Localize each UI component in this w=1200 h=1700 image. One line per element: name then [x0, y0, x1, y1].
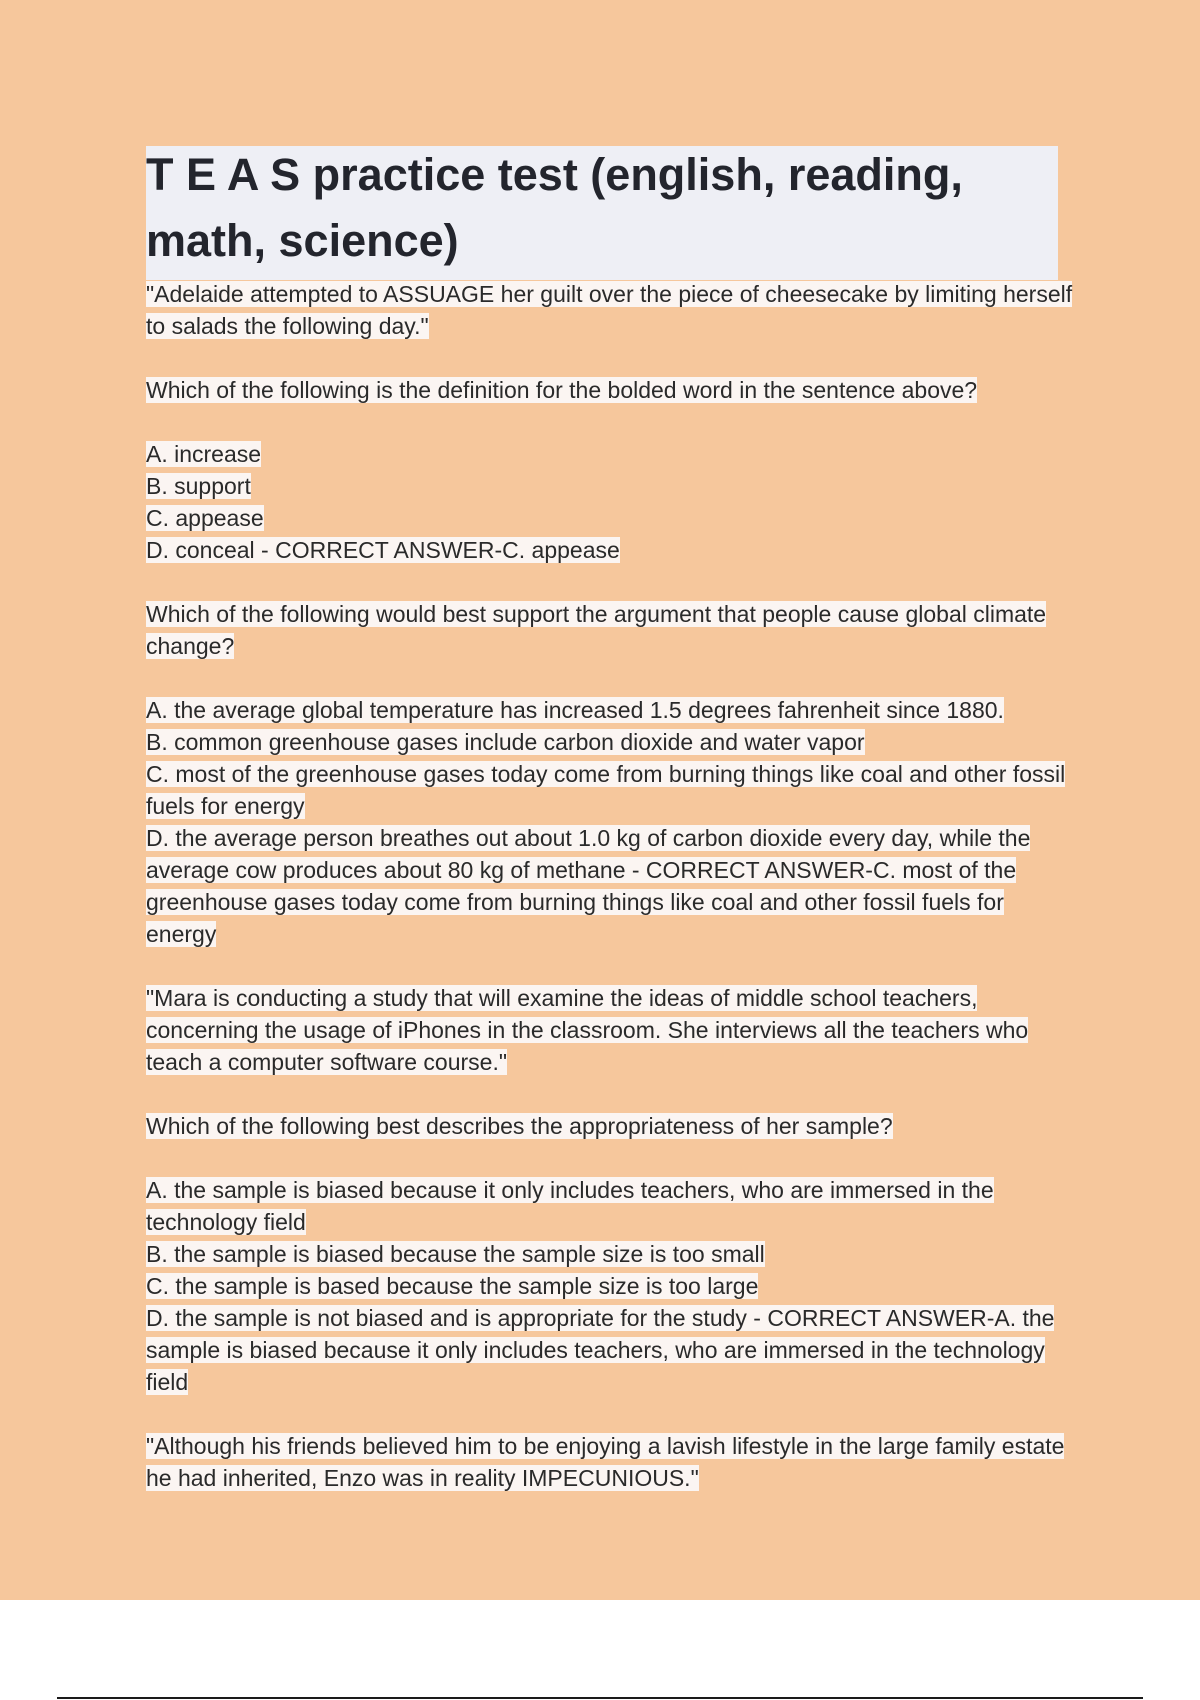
q2-option-c: C. most of the greenhouse gases today come from burning things like coal and other fossil fuels for energy [146, 761, 1066, 819]
q3-question: Which of the following best describes the appropriateness of her sample? [146, 1113, 893, 1139]
q2-question: Which of the following would best support the argument that people cause global climate change? [146, 601, 1047, 659]
q3-option-c: C. the sample is based because the sample size is too large [146, 1273, 759, 1299]
q2-option-a: A. the average global temperature has increased 1.5 degrees fahrenheit since 1880. [146, 697, 1004, 723]
q3-option-d: D. the sample is not biased and is appropriate for the study - CORRECT ANSWER-A. the sample is biased because it only includes teachers, who are immersed in the technology field [146, 1305, 1055, 1395]
q1-option-b: B. support [146, 473, 251, 499]
document-title: T E A S practice test (english, reading, math, science) [146, 149, 963, 266]
q1-prompt: "Adelaide attempted to ASSUAGE her guilt over the piece of cheesecake by limiting herself to salads the following day." [146, 281, 1073, 339]
q3-options [146, 1174, 1076, 1398]
q1-question: Which of the following is the definition for the bolded word in the sentence above? [146, 377, 978, 403]
page-bottom-rule [57, 1697, 1143, 1699]
q3-prompt: "Mara is conducting a study that will examine the ideas of middle school teachers, concerning the usage of iPhones in the classroom. She interviews all the teachers who teach a computer software course." [146, 985, 1029, 1075]
q1-option-d: D. conceal - CORRECT ANSWER-C. appease [146, 537, 620, 563]
q2-options [146, 694, 1076, 950]
q1-options [146, 438, 1076, 566]
q1-option-a: A. increase [146, 441, 262, 467]
q3-option-a: A. the sample is biased because it only includes teachers, who are immersed in the technology field [146, 1177, 994, 1235]
q4-prompt: "Although his friends believed him to be enjoying a lavish lifestyle in the large family estate he had inherited, Enzo was in reality IMPECUNIOUS." [146, 1433, 1065, 1491]
q2-option-b: B. common greenhouse gases include carbon dioxide and water vapor [146, 729, 865, 755]
document-body [146, 278, 1076, 1494]
q2-option-d: D. the average person breathes out about 1.0 kg of carbon dioxide every day, while the average cow produces about 80 kg of methane - CORRECT ANSWER-C. most of the greenhouse gases today come from burning things like coal and other fossil fuels for energy [146, 825, 1031, 947]
q3-option-b: B. the sample is biased because the sample size is too small [146, 1241, 765, 1267]
q1-option-c: C. appease [146, 505, 264, 531]
